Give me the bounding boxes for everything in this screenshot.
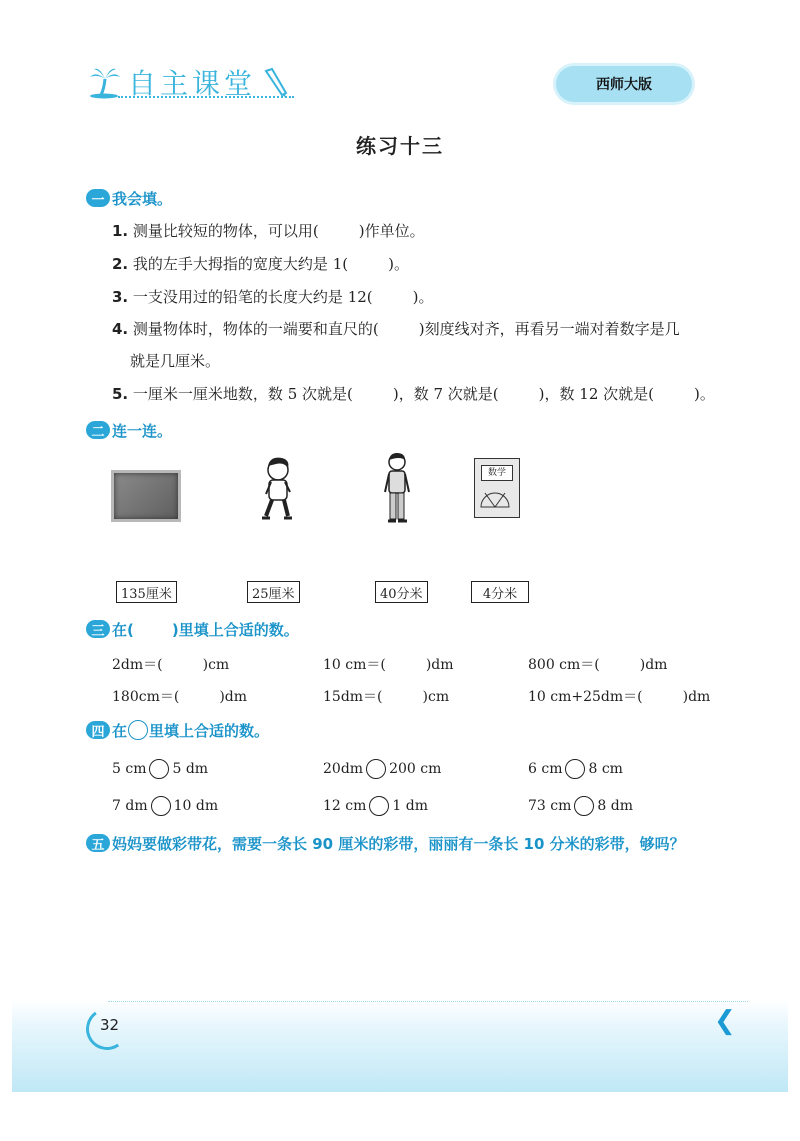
math-book-picture[interactable] [474,458,520,518]
section-badge: 一 [86,189,110,207]
length-label[interactable]: 135厘米 [116,581,177,603]
brand-title: 自主课堂 [128,67,257,100]
standing-boy-picture[interactable] [380,452,414,526]
footer-band [12,1000,788,1092]
chevron-left-icon[interactable]: ❮ [714,1006,736,1036]
edition-badge: 西师大版 [556,66,692,102]
length-label[interactable]: 4分米 [471,581,529,603]
section-badge: 五 [86,834,110,852]
question-4: 4. 测量物体时，物体的一端要和直尺的( )刻度线对齐，再看另一端对着数字是几 [112,320,680,338]
compare-circle[interactable] [366,759,386,779]
conversion-item: 10 cm+25dm＝( )dm [528,689,711,705]
length-label[interactable]: 40分米 [375,581,428,603]
section-title-start: 在 [112,721,128,740]
conversion-item: 180cm＝( )dm [112,689,248,705]
length-label[interactable]: 25厘米 [247,581,300,603]
question-2: 2. 我的左手大拇指的宽度大约是 1( )。 [112,255,409,273]
book-label: 数学 [481,465,513,481]
compare-item: 12 cm 1 dm [323,798,428,814]
compare-circle[interactable] [565,759,585,779]
compare-item: 73 cm 8 dm [528,798,633,814]
conversion-item: 800 cm＝( )dm [528,657,668,673]
conversion-item: 2dm＝( )cm [112,657,230,673]
question-3: 3. 一支没用过的铅笔的长度大约是 12( )。 [112,288,434,306]
question-1: 1. 测量比较短的物体，可以用( )作单位。 [112,222,425,240]
palm-tree-icon [88,65,122,99]
section-3-heading [86,617,299,641]
question-4-continued: 就是几厘米。 [130,352,221,370]
compare-item: 6 cm 8 cm [528,761,623,777]
compare-item: 7 dm 10 dm [112,798,219,814]
section-badge: 四 [86,721,110,739]
compare-circle[interactable] [149,759,169,779]
section-2-heading [86,418,172,442]
heading-blank [134,620,172,638]
conversion-item: 15dm＝( )cm [323,689,450,705]
section-5-heading [86,831,685,855]
compare-item: 20dm 200 cm [323,761,442,777]
page-title: 练习十三 [356,134,444,158]
walking-boy-picture[interactable] [258,456,298,526]
blackboard-picture[interactable] [111,470,181,522]
protractor-icon [475,481,515,511]
word-problem-text: 妈妈要做彩带花，需要一条长 90 厘米的彩带，丽丽有一条长 10 分米的彩带，够吗？ [112,834,685,853]
section-title-start: 在( [112,620,134,639]
section-title: 连一连。 [112,421,173,440]
compare-circle[interactable] [574,796,594,816]
section-title-end: 里填上合适的数。 [149,721,270,740]
question-5: 5. 一厘米一厘米地数，数 5 次就是( )，数 7 次就是( )，数 12 次就是( )。 [112,385,715,403]
section-4-heading [86,718,269,742]
section-badge: 二 [86,421,110,439]
conversion-item: 10 cm＝( )dm [323,657,454,673]
page-number: 32 [100,1016,120,1034]
heading-circle-icon [128,720,148,740]
compare-item: 5 cm 5 dm [112,761,209,777]
compare-circle[interactable] [151,796,171,816]
header-divider [118,96,294,98]
section-title: 我会填。 [112,189,173,208]
section-title-end: )里填上合适的数。 [171,620,299,639]
section-badge: 三 [86,620,110,638]
footer-divider [108,1001,748,1002]
section-1-heading [86,186,172,210]
compare-circle[interactable] [369,796,389,816]
pencil-icon [262,67,288,97]
